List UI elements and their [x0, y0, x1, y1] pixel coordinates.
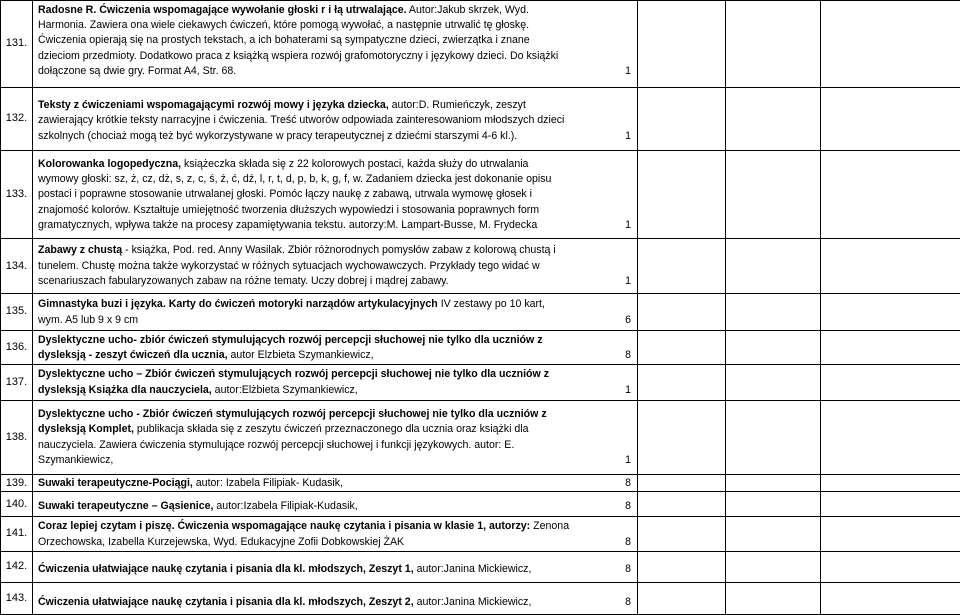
description-line	[38, 383, 633, 398]
line-text	[38, 129, 619, 144]
item-description	[33, 582, 638, 614]
table-row	[1, 330, 960, 365]
plain-text: postaci i poprawne stosowanie utrwalanej głoski. Pomóc łączy naukę z zabawą, utrwala wymowę głosek i	[38, 188, 532, 200]
item-description	[33, 88, 638, 151]
line-text	[38, 218, 619, 233]
empty-cell-3	[821, 475, 960, 492]
empty-cell-2	[726, 582, 821, 614]
line-text	[38, 383, 619, 398]
line-text	[38, 499, 619, 514]
row-number: 141.	[1, 517, 33, 552]
line-text	[38, 203, 633, 218]
row-number: 140.	[1, 492, 33, 517]
table-row	[1, 150, 960, 238]
table-row	[1, 1, 960, 88]
empty-cell-2	[726, 517, 821, 552]
plain-text: autor:D. Rumieńczyk, zeszyt	[389, 99, 526, 111]
line-text	[38, 313, 619, 328]
line-text	[38, 367, 633, 382]
row-number: 138.	[1, 401, 33, 475]
plain-text: autor: Izabela Filipiak- Kudasik,	[193, 477, 343, 489]
empty-cell-1	[638, 88, 726, 151]
empty-cell-3	[821, 582, 960, 614]
bold-title-text: dysleksją Komplet,	[38, 423, 134, 435]
empty-cell-1	[638, 551, 726, 582]
empty-cell-2	[726, 330, 821, 365]
plain-text: autor:Izabela Filipiak-Kudasik,	[213, 500, 357, 512]
empty-cell-1	[638, 1, 726, 88]
plain-text: IV zestawy po 10 kart,	[438, 298, 545, 310]
description-line	[38, 218, 633, 233]
bold-title-text: Dyslektyczne ucho- zbiór ćwiczeń stymulujących rozwój percepcji słuchowej nie tylko dla uczniów z	[38, 334, 543, 346]
item-description	[33, 492, 638, 517]
row-number: 137.	[1, 365, 33, 401]
empty-cell-1	[638, 517, 726, 552]
plain-text: Autor:Jakub skrzek, Wyd.	[407, 4, 529, 16]
bold-title-text: Dyslektyczne ucho – Zbiór ćwiczeń stymulujących rozwój percepcji słuchowej nie tylko dla uczniów z	[38, 368, 549, 380]
line-text	[38, 113, 633, 128]
empty-cell-1	[638, 150, 726, 238]
empty-cell-3	[821, 150, 960, 238]
description-line	[38, 187, 633, 202]
empty-cell-2	[726, 1, 821, 88]
plain-text: zawierający krótkie teksty narracyjne i ćwiczenia. Treść utworów odpowiada zainteresowaniom młodszych dzieci	[38, 114, 564, 126]
quantity: 8	[619, 595, 633, 610]
bold-title-text: Teksty z ćwiczeniami wspomagającymi rozwój mowy i języka dziecka,	[38, 99, 389, 111]
quantity: 8	[619, 476, 633, 491]
plain-text: książeczka składa się z 22 kolorowych postaci, każda służy do utrwalania	[181, 158, 528, 170]
description-line	[38, 33, 633, 48]
empty-cell-1	[638, 330, 726, 365]
empty-cell-3	[821, 551, 960, 582]
line-text	[38, 407, 633, 422]
empty-cell-3	[821, 88, 960, 151]
empty-cell-3	[821, 492, 960, 517]
plain-text: nauczyciela. Zawiera ćwiczenia stymulujące rozwój percepcji słuchowej i funkcji językowych. autor: E.	[38, 439, 514, 451]
line-text	[38, 595, 619, 610]
description-line	[38, 313, 633, 328]
bold-title-text: Kolorowanka logopedyczna,	[38, 158, 181, 170]
bold-title-text: Ćwiczenia ułatwiające naukę czytania i pisania dla kl. młodszych, Zeszyt 1,	[38, 563, 414, 575]
empty-cell-2	[726, 475, 821, 492]
empty-cell-3	[821, 365, 960, 401]
empty-cell-2	[726, 294, 821, 331]
empty-cell-1	[638, 365, 726, 401]
line-text	[38, 348, 619, 363]
quantity: 8	[619, 535, 633, 550]
row-number: 142.	[1, 551, 33, 582]
description-line	[38, 407, 633, 422]
plain-text: autor Elzbieta Szymankiewicz,	[228, 349, 374, 361]
bold-title-text: Coraz lepiej czytam i piszę. Ćwiczenia wspomagające naukę czytania i pisania w klasie 1, autorzy:	[38, 520, 530, 532]
description-line	[38, 297, 633, 312]
plain-text: autor:Janina Mickiewicz,	[414, 563, 532, 575]
table-row	[1, 88, 960, 151]
plain-text: gramatycznych, wpływa także na procesy zapamiętywania tekstu. autorzy:M. Lampart-Busse, M. Frydecka	[38, 219, 537, 231]
description-line	[38, 367, 633, 382]
description-line	[38, 113, 633, 128]
description-line	[38, 18, 633, 33]
plain-text: wymowy głoski: sz, ż, cz, dż, s, z, c, ś, ź, ć, dź, l, r, t, d, p, b, k, g, f, w. Zadaniem dziecka jest dokonanie opisu	[38, 173, 551, 185]
plain-text: Harmonia. Zawiera ona wiele ciekawych ćwiczeń, które pomogą wywołać, a następnie utrwalić tę głoskę.	[38, 19, 529, 31]
item-description	[33, 517, 638, 552]
empty-cell-1	[638, 475, 726, 492]
line-text	[38, 438, 633, 453]
line-text	[38, 172, 633, 187]
table-row	[1, 582, 960, 614]
empty-cell-1	[638, 239, 726, 294]
quantity: 1	[619, 218, 633, 233]
line-text	[38, 64, 619, 79]
empty-cell-2	[726, 401, 821, 475]
table-row	[1, 401, 960, 475]
bold-title-text: Zabawy z chustą	[38, 244, 122, 256]
description-line	[38, 348, 633, 363]
empty-cell-2	[726, 551, 821, 582]
empty-cell-1	[638, 401, 726, 475]
description-line	[38, 274, 633, 289]
line-text	[38, 562, 619, 577]
table-row	[1, 294, 960, 331]
empty-cell-2	[726, 365, 821, 401]
description-line	[38, 595, 633, 610]
table-row	[1, 239, 960, 294]
line-text	[38, 333, 633, 348]
quantity: 8	[619, 499, 633, 514]
bold-title-text: Dyslektyczne ucho - Zbiór ćwiczeń stymulujących rozwój percepcji słuchowej nie tylko dla uczniów z	[38, 408, 547, 420]
line-text	[38, 274, 619, 289]
item-description	[33, 239, 638, 294]
empty-cell-2	[726, 239, 821, 294]
plain-text: autor:Janina Mickiewicz,	[414, 596, 532, 608]
empty-cell-1	[638, 492, 726, 517]
description-line	[38, 243, 633, 258]
description-line	[38, 172, 633, 187]
row-number: 131.	[1, 1, 33, 88]
plain-text: wym. A5 lub 9 x 9 cm	[38, 314, 138, 326]
row-number: 132.	[1, 88, 33, 151]
item-description	[33, 1, 638, 88]
plain-text: Ćwiczenia opierają się na prostych tekstach, a ich bohaterami są sympatyczne dzieci, zwierzątka i znane	[38, 34, 530, 46]
quantity: 1	[619, 129, 633, 144]
line-text	[38, 535, 619, 550]
empty-cell-3	[821, 330, 960, 365]
quantity: 1	[619, 453, 633, 468]
line-text	[38, 243, 633, 258]
description-line	[38, 333, 633, 348]
empty-cell-3	[821, 1, 960, 88]
bold-title-text: Suwaki terapeutyczne-Pociągi,	[38, 477, 193, 489]
description-line	[38, 98, 633, 113]
description-line	[38, 422, 633, 437]
quantity: 1	[619, 274, 633, 289]
table-row	[1, 365, 960, 401]
row-number: 143.	[1, 582, 33, 614]
plain-text: znajomość kolorów. Kształtuje umiejętność tworzenia dłuższych wypowiedzi i stosowania poprawnych form	[38, 204, 539, 216]
line-text	[38, 476, 619, 491]
description-line	[38, 453, 633, 468]
description-line	[38, 535, 633, 550]
line-text	[38, 519, 633, 534]
quantity: 8	[619, 348, 633, 363]
description-line	[38, 476, 633, 491]
empty-cell-2	[726, 492, 821, 517]
item-description	[33, 475, 638, 492]
empty-cell-2	[726, 88, 821, 151]
empty-cell-1	[638, 294, 726, 331]
plain-text: Szymankiewicz,	[38, 454, 113, 466]
line-text	[38, 33, 633, 48]
description-line	[38, 157, 633, 172]
empty-cell-3	[821, 517, 960, 552]
quantity: 8	[619, 562, 633, 577]
plain-text: Orzechowska, Izabella Kurzejewska, Wyd. Edukacyjne Zofii Dobkowskiej ŻAK	[38, 536, 404, 548]
empty-cell-2	[726, 150, 821, 238]
description-line	[38, 259, 633, 274]
plain-text: Zenona	[530, 520, 569, 532]
line-text	[38, 297, 633, 312]
quantity: 6	[619, 313, 633, 328]
bold-title-text: Radosne R. Ćwiczenia wspomagające wywołanie głoski r i łą utrwalające.	[38, 4, 407, 16]
table-row	[1, 492, 960, 517]
bold-title-text: Ćwiczenia ułatwiające naukę czytania i pisania dla kl. młodszych, Zeszyt 2,	[38, 596, 414, 608]
bold-title-text: dysleksją Książka dla nauczyciela,	[38, 384, 212, 396]
line-text	[38, 18, 633, 33]
item-description	[33, 330, 638, 365]
item-description	[33, 551, 638, 582]
row-number: 135.	[1, 294, 33, 331]
quantity: 1	[619, 383, 633, 398]
line-text	[38, 98, 633, 113]
row-number: 139.	[1, 475, 33, 492]
line-text	[38, 3, 633, 18]
quantity: 1	[619, 64, 633, 79]
table-row	[1, 475, 960, 492]
description-line	[38, 519, 633, 534]
line-text	[38, 49, 633, 64]
description-line	[38, 203, 633, 218]
empty-cell-3	[821, 239, 960, 294]
table-row	[1, 551, 960, 582]
table-row	[1, 517, 960, 552]
plain-text: szkolnych (chociaż mogą też być wykorzystywane w pracy terapeutycznej z dziećmi starszymi 4-6 kl.).	[38, 130, 517, 142]
plain-text: - książka, Pod. red. Anny Wasilak. Zbiór różnorodnych pomysłów zabaw z kolorową chustą i	[122, 244, 556, 256]
item-description	[33, 150, 638, 238]
description-line	[38, 562, 633, 577]
line-text	[38, 453, 619, 468]
line-text	[38, 422, 633, 437]
plain-text: tunelem. Chustę można także wykorzystać w różnych sytuacjach wychowawczych. Przykłady tego widać w	[38, 260, 540, 272]
description-line	[38, 49, 633, 64]
line-text	[38, 157, 633, 172]
row-number: 133.	[1, 150, 33, 238]
description-line	[38, 129, 633, 144]
bold-title-text: Suwaki terapeutyczne – Gąsienice,	[38, 500, 213, 512]
plain-text: scenariuszach fabularyzowanych zabaw na różne tematy. Uczy dobrej i mądrej zabawy.	[38, 275, 449, 287]
description-line	[38, 64, 633, 79]
bold-title-text: dysleksją - zeszyt ćwiczeń dla ucznia,	[38, 349, 228, 361]
empty-cell-1	[638, 582, 726, 614]
item-description	[33, 401, 638, 475]
plain-text: dzieciom przedmioty. Dodatkowo praca z książką wspiera rozwój grafomotoryczny i językowy dzieci. Do książki	[38, 50, 558, 62]
empty-cell-3	[821, 401, 960, 475]
plain-text: dołączone są dwie gry. Format A4, Str. 68.	[38, 65, 236, 77]
row-number: 136.	[1, 330, 33, 365]
plain-text: publikacja składa się z zeszytu ćwiczeń przeznaczonego dla ucznia oraz książki dla	[134, 423, 529, 435]
line-text	[38, 187, 633, 202]
item-description	[33, 294, 638, 331]
empty-cell-3	[821, 294, 960, 331]
row-number: 134.	[1, 239, 33, 294]
description-line	[38, 499, 633, 514]
description-line	[38, 3, 633, 18]
line-text	[38, 259, 633, 274]
item-description	[33, 365, 638, 401]
plain-text: autor:Elżbieta Szymankiewicz,	[212, 384, 358, 396]
description-line	[38, 438, 633, 453]
bold-title-text: Gimnastyka buzi i języka. Karty do ćwiczeń motoryki narządów artykulacyjnych	[38, 298, 438, 310]
